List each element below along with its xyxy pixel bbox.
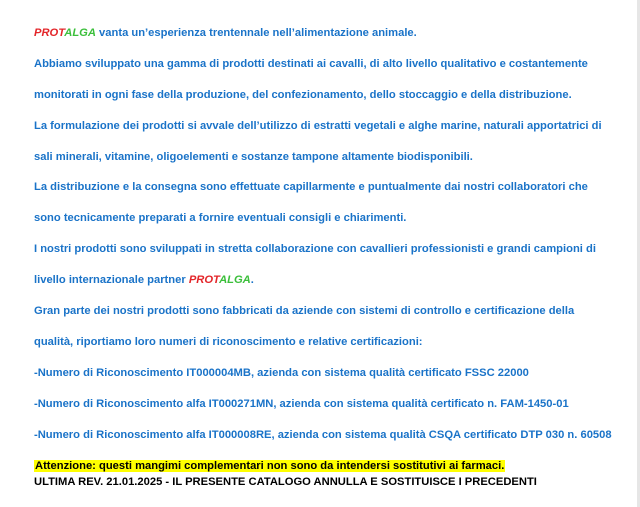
paragraph-line: qualità, riportiamo loro numeri di riconoscimento e relative certificazioni: [34, 336, 423, 348]
certification-item: -Numero di Riconoscimento alfa IT000271MN, azienda con sistema qualità certificato n. FAM-1450-01 [34, 398, 569, 410]
paragraph-line: La formulazione dei prodotti si avvale dell’utilizzo di estratti vegetali e alghe marine, naturali apportatrici di [34, 120, 602, 132]
brand-part-alga: ALGA [219, 274, 251, 286]
certification-item: -Numero di Riconoscimento alfa IT000008RE, azienda con sistema qualità CSQA certificato DTP 030 n. 60508 [34, 429, 612, 441]
revision-line: ULTIMA REV. 21.01.2025 - IL PRESENTE CATALOGO ANNULLA E SOSTITUISCE I PRECEDENTI [34, 476, 537, 488]
paragraph-line: sono tecnicamente preparati a fornire eventuali consigli e chiarimenti. [34, 212, 407, 224]
paragraph-line: Abbiamo sviluppato una gamma di prodotti destinati ai cavalli, di alto livello qualitativo e costantemente [34, 58, 588, 70]
paragraph-line: monitorati in ogni fase della produzione, del confezionamento, dello stoccaggio e della distribuzione. [34, 89, 572, 101]
paragraph-line: Gran parte dei nostri prodotti sono fabbricati da aziende con sistemi di controllo e certificazione della [34, 305, 575, 317]
partner-line [34, 274, 254, 286]
notice-highlight: Attenzione: questi mangimi complementari non sono da intendersi sostitutivi ai farmaci. [35, 460, 505, 472]
paragraph-line: La distribuzione e la consegna sono effettuate capillarmente e puntualmente dai nostri collaboratori che [34, 181, 588, 193]
certification-item: -Numero di Riconoscimento IT000004MB, azienda con sistema qualità certificato FSSC 22000 [34, 367, 529, 379]
paragraph-line: I nostri prodotti sono sviluppati in stretta collaborazione con cavallieri professionisti e grandi campioni di [34, 243, 596, 255]
brand-part-alga: ALGA [64, 27, 96, 39]
notice-line [34, 460, 505, 472]
brand-name [34, 27, 96, 39]
partner-text-end: . [250, 274, 254, 286]
intro-line [34, 27, 417, 39]
brand-name [189, 274, 251, 286]
paragraph-line: sali minerali, vitamine, oligoelementi e sostanze tampone altamente biodisponibili. [34, 151, 473, 163]
intro-text: vanta un’esperienza trentennale nell’alimentazione animale. [95, 27, 417, 39]
brand-part-prot: PROT [34, 27, 65, 39]
partner-text: livello internazionale partner [34, 274, 189, 286]
brand-part-prot: PROT [188, 274, 220, 286]
